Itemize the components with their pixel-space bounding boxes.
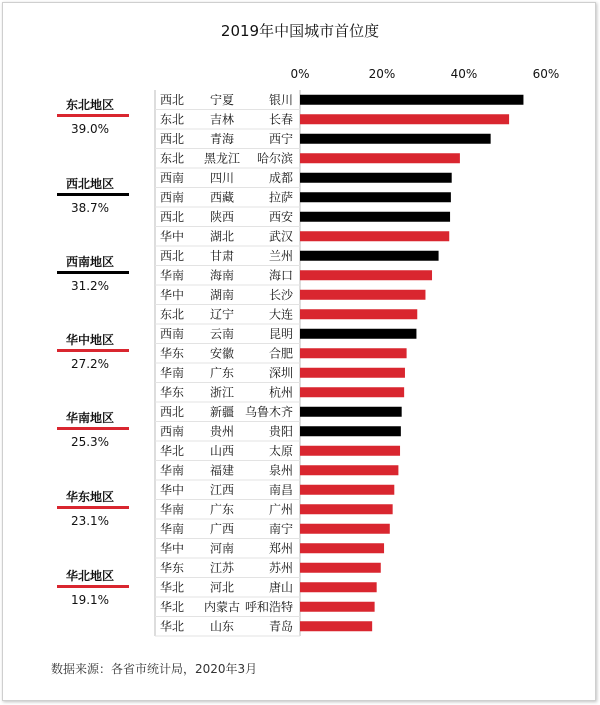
bar bbox=[300, 524, 390, 534]
row-region: 华中 bbox=[159, 287, 185, 302]
row-region: 西北 bbox=[159, 209, 185, 224]
row-city: 拉萨 bbox=[268, 190, 293, 205]
region-summary-value: 31.2% bbox=[70, 279, 110, 293]
bar bbox=[300, 368, 405, 378]
region-summary-value: 27.2% bbox=[70, 357, 110, 371]
bar bbox=[300, 173, 452, 183]
region-summary-underline bbox=[57, 585, 129, 588]
row-province: 山西 bbox=[209, 443, 235, 458]
row-city: 太原 bbox=[268, 443, 293, 458]
row-region: 西北 bbox=[159, 131, 185, 146]
row-city: 成都 bbox=[268, 170, 293, 185]
bar bbox=[300, 387, 404, 397]
bar bbox=[300, 348, 407, 358]
row-region: 西北 bbox=[159, 92, 185, 107]
row-province: 青海 bbox=[209, 131, 235, 146]
row-region: 华东 bbox=[159, 560, 185, 575]
region-summary-underline bbox=[57, 271, 129, 274]
bar bbox=[300, 407, 402, 417]
x-tick-label: 60% bbox=[532, 67, 560, 81]
row-region: 华南 bbox=[159, 521, 185, 536]
row-region: 东北 bbox=[159, 307, 185, 322]
row-city: 西安 bbox=[268, 209, 293, 224]
region-summary-underline bbox=[57, 427, 129, 430]
row-city: 西宁 bbox=[268, 131, 293, 146]
x-tick-label: 40% bbox=[450, 67, 478, 81]
row-province: 广东 bbox=[209, 365, 235, 380]
row-region: 华北 bbox=[159, 619, 185, 634]
region-summary-value: 38.7% bbox=[70, 201, 110, 215]
bar bbox=[300, 290, 425, 300]
bar bbox=[300, 485, 394, 495]
bar bbox=[300, 621, 372, 631]
row-region: 华南 bbox=[159, 365, 185, 380]
row-region: 西北 bbox=[159, 404, 185, 419]
row-region: 华中 bbox=[159, 482, 185, 497]
row-city: 哈尔滨 bbox=[256, 151, 293, 166]
row-province: 辽宁 bbox=[209, 307, 235, 322]
row-city: 苏州 bbox=[268, 560, 293, 575]
row-region: 西南 bbox=[159, 326, 185, 341]
row-province: 内蒙古 bbox=[203, 599, 241, 614]
bar bbox=[300, 582, 377, 592]
row-province: 浙江 bbox=[209, 385, 235, 400]
region-summary-value: 19.1% bbox=[70, 593, 110, 607]
bar bbox=[300, 543, 384, 553]
region-summary-name: 华北地区 bbox=[65, 569, 115, 583]
row-province: 甘肃 bbox=[209, 248, 235, 263]
region-summary-value: 23.1% bbox=[70, 514, 110, 528]
bar bbox=[300, 602, 375, 612]
row-city: 乌鲁木齐 bbox=[244, 404, 293, 419]
bar bbox=[300, 153, 460, 163]
row-region: 华南 bbox=[159, 268, 185, 283]
row-city: 大连 bbox=[268, 307, 293, 322]
chart-title: 2019年中国城市首位度 bbox=[220, 22, 380, 40]
region-summary-name: 华南地区 bbox=[65, 411, 115, 425]
row-province: 黑龙江 bbox=[203, 151, 241, 166]
region-summary-underline bbox=[57, 114, 129, 117]
row-city: 昆明 bbox=[268, 326, 293, 341]
row-city: 青岛 bbox=[268, 619, 293, 634]
row-province: 新疆 bbox=[209, 404, 235, 419]
row-region: 华北 bbox=[159, 580, 185, 595]
bar bbox=[300, 251, 439, 261]
row-city: 杭州 bbox=[268, 385, 293, 400]
x-tick-label: 20% bbox=[368, 67, 396, 81]
row-city: 合肥 bbox=[268, 346, 293, 361]
region-summary-name: 华东地区 bbox=[65, 490, 115, 504]
bar bbox=[300, 134, 491, 144]
region-summary-name: 东北地区 bbox=[65, 98, 115, 112]
region-summary-value: 39.0% bbox=[70, 122, 110, 136]
region-summary-name: 西北地区 bbox=[65, 177, 115, 191]
row-province: 山东 bbox=[209, 619, 235, 634]
region-summary-underline bbox=[57, 506, 129, 509]
bar bbox=[300, 114, 509, 124]
row-province: 海南 bbox=[209, 268, 235, 283]
region-summary-underline bbox=[57, 193, 129, 196]
bar bbox=[300, 309, 417, 319]
row-region: 华东 bbox=[159, 385, 185, 400]
row-region: 西南 bbox=[159, 170, 185, 185]
row-province: 西藏 bbox=[209, 190, 235, 205]
row-city: 银川 bbox=[268, 92, 293, 107]
row-province: 四川 bbox=[209, 170, 235, 185]
row-province: 湖南 bbox=[209, 287, 235, 302]
row-province: 贵州 bbox=[209, 424, 235, 439]
bar bbox=[300, 231, 449, 241]
row-province: 福建 bbox=[209, 463, 235, 478]
row-province: 广东 bbox=[209, 502, 235, 517]
row-region: 华中 bbox=[159, 229, 185, 244]
row-region: 华中 bbox=[159, 541, 185, 556]
row-city: 深圳 bbox=[268, 365, 293, 380]
region-summary-name: 西南地区 bbox=[65, 255, 115, 269]
data-source-note: 数据来源：各省市统计局，2020年3月 bbox=[51, 662, 258, 676]
bar bbox=[300, 504, 393, 514]
row-province: 陕西 bbox=[209, 209, 235, 224]
bar bbox=[300, 270, 432, 280]
row-city: 泉州 bbox=[268, 463, 293, 478]
bar bbox=[300, 446, 400, 456]
row-city: 郑州 bbox=[268, 541, 293, 556]
row-city: 贵阳 bbox=[268, 424, 293, 439]
region-summary-value: 25.3% bbox=[70, 435, 110, 449]
row-city: 海口 bbox=[268, 268, 293, 283]
row-province: 河南 bbox=[209, 541, 235, 556]
row-region: 华北 bbox=[159, 599, 185, 614]
row-city: 长沙 bbox=[268, 287, 293, 302]
row-province: 江西 bbox=[209, 482, 235, 497]
row-province: 广西 bbox=[209, 521, 235, 536]
row-region: 西北 bbox=[159, 248, 185, 263]
row-province: 吉林 bbox=[209, 112, 235, 127]
row-city: 兰州 bbox=[268, 248, 293, 263]
row-province: 湖北 bbox=[209, 229, 235, 244]
row-region: 东北 bbox=[159, 112, 185, 127]
row-region: 西南 bbox=[159, 424, 185, 439]
row-city: 南昌 bbox=[268, 482, 293, 497]
row-city: 武汉 bbox=[268, 229, 293, 244]
row-region: 华南 bbox=[159, 463, 185, 478]
region-summary-name: 华中地区 bbox=[65, 333, 115, 347]
row-city: 长春 bbox=[268, 112, 293, 127]
bar bbox=[300, 563, 381, 573]
bar bbox=[300, 192, 451, 202]
row-province: 宁夏 bbox=[209, 92, 235, 107]
row-region: 华北 bbox=[159, 443, 185, 458]
row-city: 广州 bbox=[268, 502, 293, 517]
bar bbox=[300, 95, 523, 105]
bar bbox=[300, 212, 450, 222]
row-province: 江苏 bbox=[209, 560, 235, 575]
bar bbox=[300, 465, 398, 475]
region-summary-underline bbox=[57, 349, 129, 352]
x-tick-label: 0% bbox=[290, 67, 310, 81]
row-region: 华南 bbox=[159, 502, 185, 517]
row-province: 安徽 bbox=[209, 346, 235, 361]
row-region: 西南 bbox=[159, 190, 185, 205]
row-region: 东北 bbox=[159, 151, 185, 166]
row-province: 云南 bbox=[209, 326, 235, 341]
row-city: 南宁 bbox=[268, 521, 293, 536]
row-province: 河北 bbox=[209, 580, 235, 595]
row-city: 呼和浩特 bbox=[244, 599, 293, 614]
bar bbox=[300, 329, 416, 339]
row-region: 华东 bbox=[159, 346, 185, 361]
bar bbox=[300, 426, 401, 436]
row-city: 唐山 bbox=[268, 580, 293, 595]
